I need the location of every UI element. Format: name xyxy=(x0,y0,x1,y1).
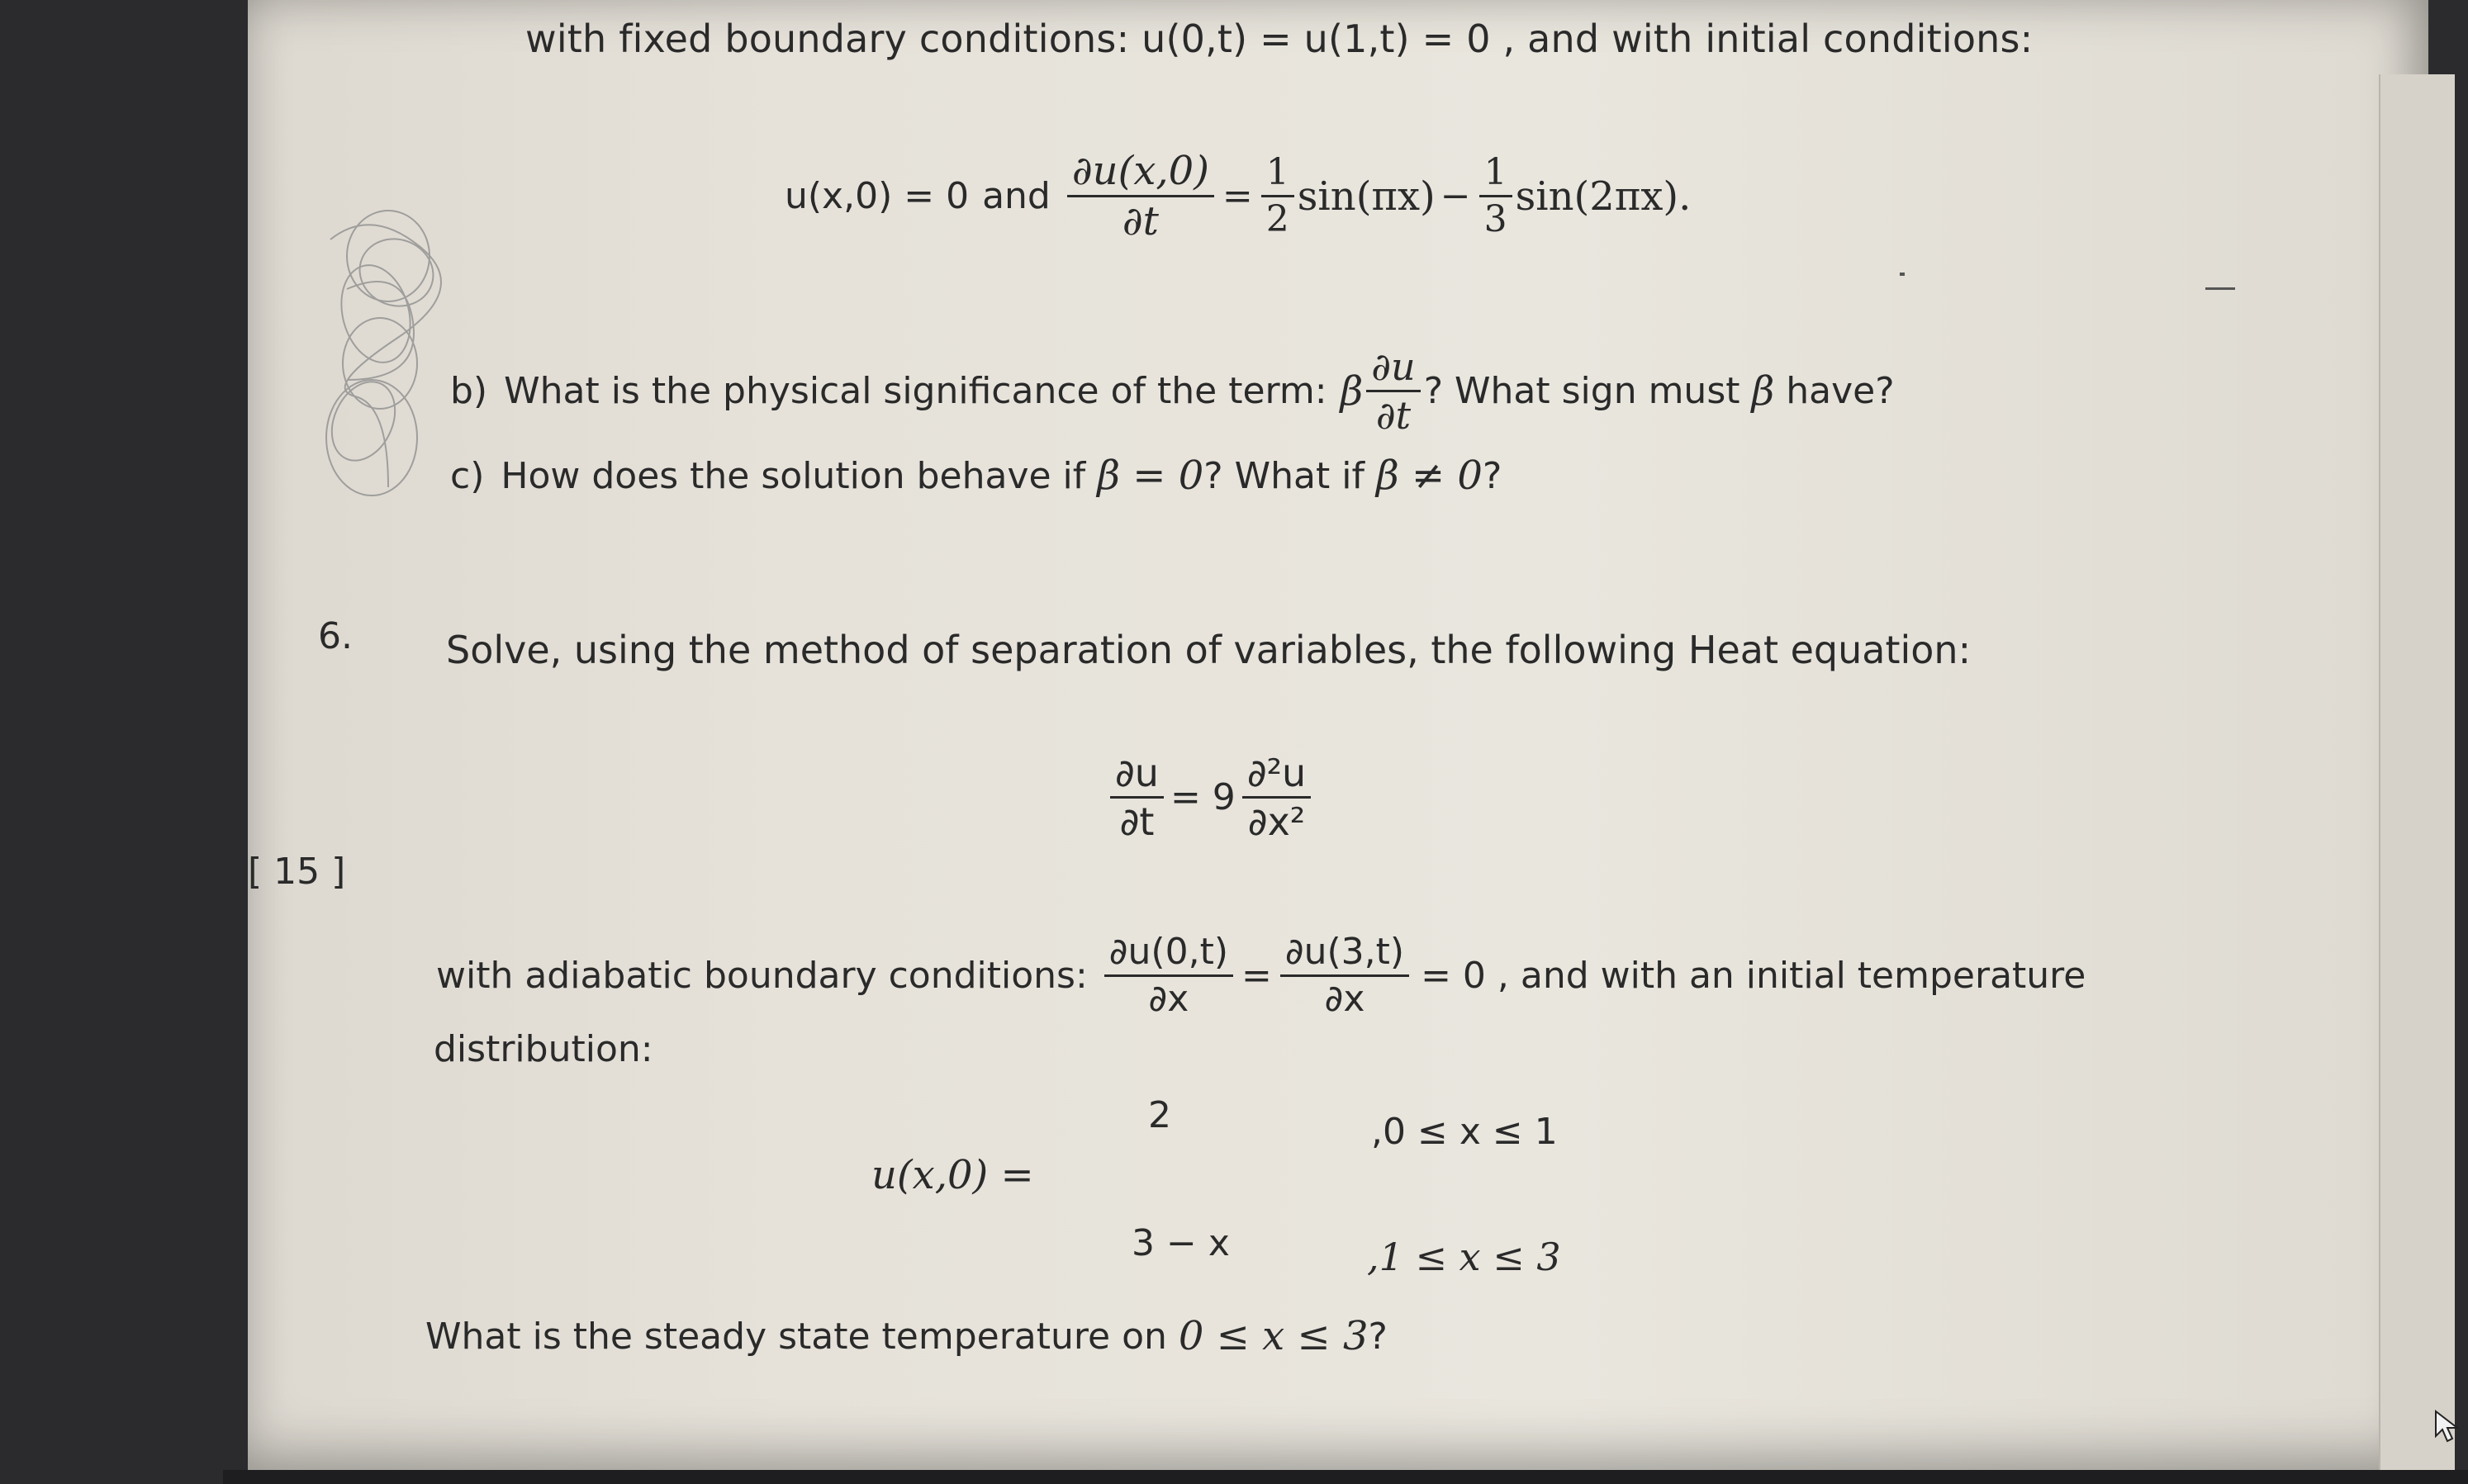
numerator: ∂²u xyxy=(1246,751,1307,795)
denominator: ∂t xyxy=(1375,393,1412,439)
bc-left-fraction xyxy=(1104,931,1233,1021)
part-c-end: ? xyxy=(1482,454,1502,497)
u-x0-label: u(x,0) = xyxy=(871,1152,1034,1198)
question-6-intro: Solve, using the method of separation of variables, the following Heat equation: xyxy=(446,628,1972,672)
part-b-tail: ? What sign must xyxy=(1423,370,1740,413)
page-edge xyxy=(2379,74,2455,1484)
beta-symbol: β xyxy=(1340,367,1364,415)
equals: = xyxy=(1241,955,1272,998)
sin-2pi-term: sin(2πx). xyxy=(1515,173,1692,220)
denominator: ∂t xyxy=(1119,799,1155,845)
numerator: ∂u(x,0) xyxy=(1071,148,1209,194)
sin-pi-term: sin(πx) xyxy=(1297,173,1436,220)
numerator: ∂u xyxy=(1115,751,1159,795)
adiabatic-text: with adiabatic boundary conditions: xyxy=(436,955,1088,998)
boundary-conditions-line: with fixed boundary conditions: u(0,t) = u(1,t) = 0 , and with initial conditions: xyxy=(525,17,2034,61)
bc-right-fraction xyxy=(1280,931,1409,1021)
denominator: ∂x xyxy=(1148,978,1189,1021)
part-c-label: c) xyxy=(450,454,485,497)
numerator: 1 xyxy=(1265,151,1289,194)
steady-text: What is the steady state temperature on xyxy=(425,1315,1167,1358)
mouse-pointer-icon xyxy=(2432,1408,2462,1444)
numerator: 1 xyxy=(1483,151,1507,194)
beta-nonzero: β ≠ 0 xyxy=(1375,453,1483,499)
piece2-domain: ,1 ≤ x ≤ 3 xyxy=(1367,1235,1561,1279)
equals: = xyxy=(1222,175,1253,218)
steady-state-question xyxy=(425,1313,1388,1359)
du-dt-term xyxy=(1366,344,1420,439)
third-fraction xyxy=(1479,151,1512,241)
part-b-text: What is the physical significance of the term: xyxy=(504,370,1327,413)
piece1-domain: ,0 ≤ x ≤ 1 xyxy=(1371,1111,1558,1153)
denominator: 3 xyxy=(1483,198,1507,241)
adiabatic-boundary-line xyxy=(436,931,2086,1021)
part-b-label: b) xyxy=(450,370,488,413)
du-dt-fraction xyxy=(1110,751,1164,845)
part-c xyxy=(450,453,1502,499)
pencil-scribble-icon xyxy=(297,190,463,520)
numerator: ∂u(3,t) xyxy=(1284,931,1405,973)
bc-tail-text: = 0 , and with an initial temperature xyxy=(1421,955,2086,998)
denominator: ∂x xyxy=(1324,978,1365,1021)
half-fraction xyxy=(1261,151,1294,241)
heat-equation xyxy=(1107,751,1314,845)
equals-nine: = 9 xyxy=(1170,776,1236,819)
part-b xyxy=(450,344,1895,439)
piece1-value: 2 xyxy=(1148,1094,1171,1136)
stray-mark xyxy=(1900,273,1905,276)
beta-symbol-2: β xyxy=(1751,367,1775,415)
steady-end: ? xyxy=(1368,1315,1388,1358)
du-dt-fraction xyxy=(1067,150,1214,243)
stray-mark xyxy=(2205,287,2235,290)
numerator: ∂u(0,t) xyxy=(1108,931,1228,973)
question-number: 6. xyxy=(318,615,353,657)
denominator: 2 xyxy=(1265,198,1289,241)
piece2-value: 3 − x xyxy=(1132,1222,1230,1264)
steady-domain: 0 ≤ x ≤ 3 xyxy=(1178,1313,1369,1359)
d2u-dx2-fraction xyxy=(1242,751,1311,845)
distribution-label: distribution: xyxy=(434,1028,653,1070)
denominator: ∂x² xyxy=(1247,799,1306,845)
initial-conditions-equation xyxy=(785,150,1691,243)
beta-zero: β = 0 xyxy=(1097,453,1204,499)
minus-sign: − xyxy=(1440,175,1471,218)
marks-label: [ 15 ] xyxy=(248,851,346,893)
part-b-end: have? xyxy=(1786,370,1895,413)
initial-u: u(x,0) = 0 xyxy=(785,175,970,218)
part-c-text: How does the solution behave if xyxy=(501,454,1086,497)
numerator: ∂u xyxy=(1371,344,1416,389)
dark-background xyxy=(223,1470,2468,1484)
and-word: and xyxy=(982,175,1051,218)
part-c-mid: ? What if xyxy=(1203,454,1365,497)
denominator: ∂t xyxy=(1122,198,1159,245)
